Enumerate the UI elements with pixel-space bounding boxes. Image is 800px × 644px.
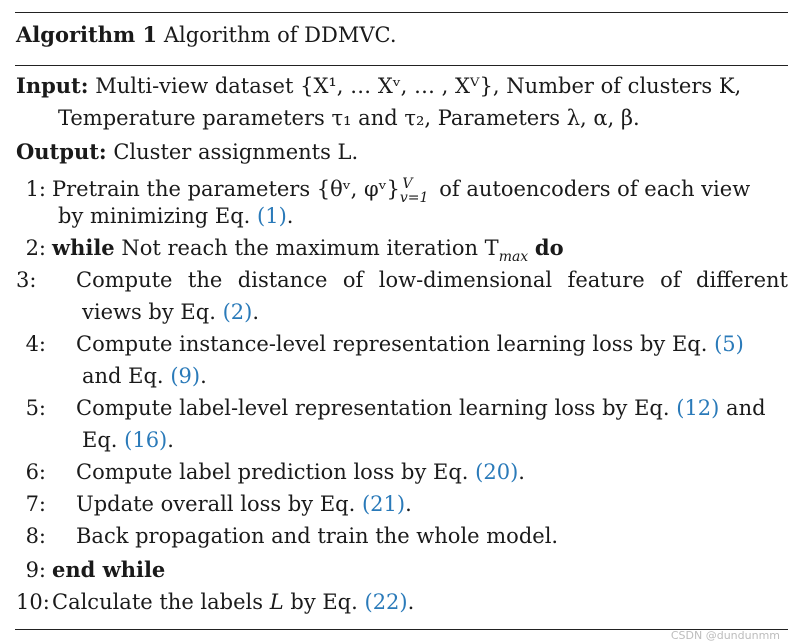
step-10 bbox=[16, 586, 788, 618]
step-text: Update overall loss by Eq. bbox=[76, 492, 356, 516]
step-7 bbox=[16, 488, 788, 520]
input-text-2: Temperature parameters τ₁ and τ₂, Parameters λ, α, β. bbox=[58, 106, 640, 130]
step-number: 9: bbox=[25, 558, 46, 582]
output-line bbox=[16, 136, 788, 168]
output-text: Cluster assignments L. bbox=[113, 140, 359, 164]
punct: . bbox=[405, 492, 412, 516]
step-number: 8: bbox=[25, 524, 46, 548]
step-text-b: and Eq. bbox=[82, 364, 164, 388]
step-text-b: views by Eq. bbox=[82, 300, 216, 324]
tmax-subscript: max bbox=[498, 249, 529, 265]
step-text-b: of autoencoders of each view bbox=[439, 177, 751, 201]
equation-ref-link[interactable]: (20) bbox=[475, 460, 519, 484]
step-text: Pretrain the parameters {θᵛ, φᵛ} bbox=[52, 177, 400, 201]
watermark: CSDN @dundunmm bbox=[670, 629, 780, 642]
algorithm-label: Algorithm 1 bbox=[16, 22, 158, 47]
step-text: Compute instance-level representation learning loss by Eq. bbox=[76, 332, 708, 356]
equation-ref-link[interactable]: (16) bbox=[124, 428, 168, 452]
step-5-cont bbox=[82, 424, 788, 456]
algorithm-caption bbox=[16, 22, 397, 47]
step-text: Back propagation and train the whole model. bbox=[76, 524, 559, 548]
equation-ref-link[interactable]: (5) bbox=[714, 332, 744, 356]
step-9 bbox=[16, 554, 788, 586]
step-1: 1: Pretrain the parameters {θᵛ, $\varphi ᵛ\}_{v=1}^V$ of autoencoders of each view bbox=[16, 168, 788, 214]
equation-ref-link[interactable]: (21) bbox=[361, 492, 406, 516]
step-6 bbox=[16, 456, 788, 488]
caption-rule bbox=[15, 65, 788, 66]
step-number: 4: bbox=[25, 332, 46, 356]
punct: . bbox=[167, 428, 174, 452]
step-3 bbox=[16, 264, 788, 296]
step-text-c: by minimizing Eq. bbox=[58, 204, 251, 228]
do-keyword: do bbox=[534, 235, 564, 260]
step-text-b: and bbox=[726, 396, 766, 420]
punct: . bbox=[407, 590, 415, 614]
equation-ref-link[interactable]: (12) bbox=[676, 396, 720, 420]
punct: . bbox=[286, 204, 294, 228]
step-8 bbox=[16, 520, 788, 552]
step-5 bbox=[16, 392, 788, 424]
step-text: Compute label-level representation learning loss by Eq. bbox=[76, 396, 670, 420]
step-text: Not reach the maximum iteration T bbox=[121, 236, 499, 260]
step-number: 1: bbox=[25, 177, 46, 201]
step-text: Compute label prediction loss by Eq. bbox=[76, 460, 469, 484]
output-label: Output: bbox=[16, 139, 107, 164]
punct: . bbox=[200, 364, 207, 388]
equation-ref-link[interactable]: (9) bbox=[170, 364, 201, 388]
step-text-c: Eq. bbox=[82, 428, 118, 452]
step-number: 3: bbox=[16, 268, 37, 292]
step-text-b: by Eq. bbox=[290, 590, 358, 614]
step-1-cont bbox=[58, 200, 788, 232]
algorithm-title: Algorithm of DDMVC. bbox=[163, 23, 397, 47]
punct: . bbox=[252, 300, 259, 324]
labels-variable: L bbox=[269, 590, 284, 614]
top-rule bbox=[15, 12, 788, 13]
end-while-keyword: end while bbox=[52, 557, 166, 582]
input-line-1 bbox=[16, 70, 788, 102]
while-keyword: while bbox=[52, 235, 115, 260]
punct: . bbox=[518, 460, 525, 484]
step-3-cont bbox=[82, 296, 788, 328]
step-number: 2: bbox=[25, 236, 46, 260]
input-line-2 bbox=[58, 102, 788, 134]
equation-ref-link[interactable]: (2) bbox=[222, 300, 253, 324]
input-text-1: Multi-view dataset {X¹, … Xᵛ, … , Xⱽ}, Number of clusters K, bbox=[95, 74, 742, 98]
step-number: 6: bbox=[25, 460, 46, 484]
step-number: 5: bbox=[25, 396, 46, 420]
step-number: 10: bbox=[16, 590, 50, 614]
input-label: Input: bbox=[16, 73, 89, 98]
equation-ref-link[interactable]: (1) bbox=[257, 204, 287, 228]
step-text: Compute the distance of low-dimensional feature of different bbox=[76, 268, 788, 292]
step-text: Calculate the labels bbox=[52, 590, 264, 614]
step-number: 7: bbox=[25, 492, 46, 516]
step-4 bbox=[16, 328, 788, 360]
step-4-cont bbox=[82, 360, 788, 392]
equation-ref-link[interactable]: (22) bbox=[364, 590, 408, 614]
